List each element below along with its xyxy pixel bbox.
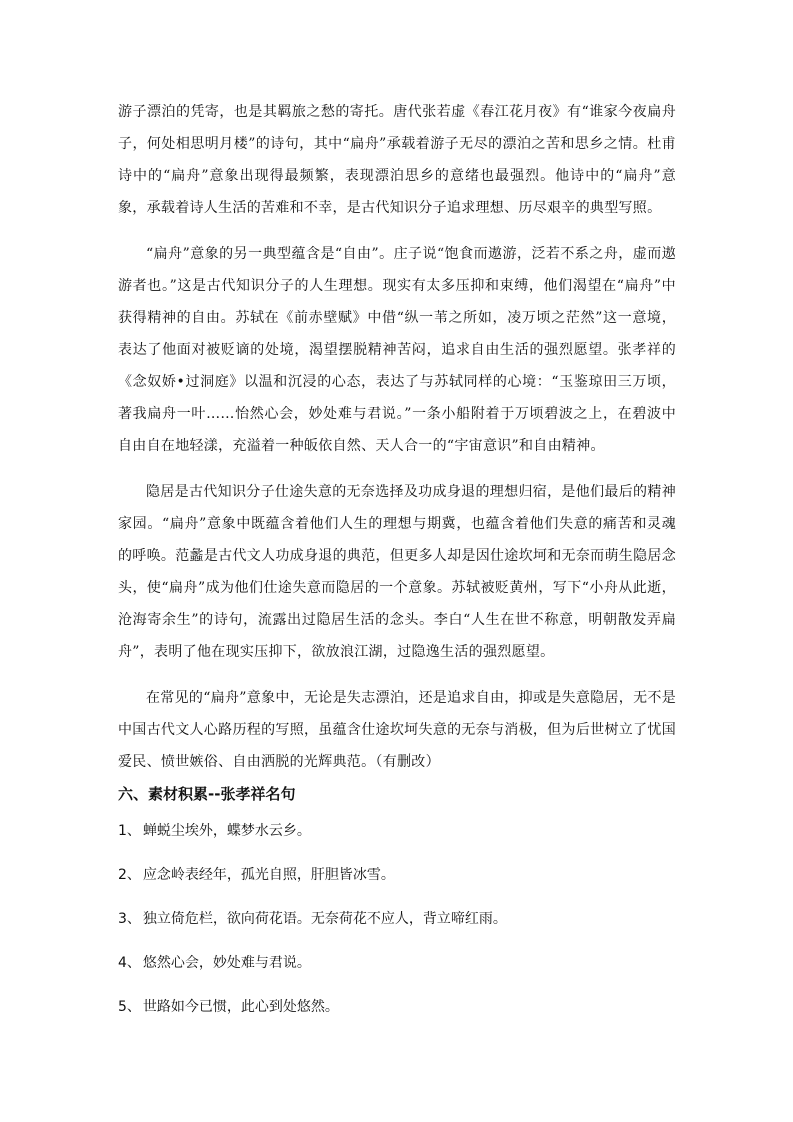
item-text: 蝉蜕尘埃外，蝶梦水云乡。 [142, 823, 311, 839]
paragraph-2: “扁舟”意象的另一典型蕴含是“自由”。庄子说“饱食而遨游，泛若不系之舟，虚而遨游者也。”这是古代知识分子的人生理想。现实有太多压抑和束缚，他们渴望在“扁舟”中获得精神的自由。苏轼在《前赤壁赋》中借“纵一苇之所如，凌万顷之茫然”这一意境，表达了他面对被贬谪的处境，渴望摆脱精神苦闷，追求自由生活的强烈愿望。张孝祥的《念奴娇•过洞庭》以温和沉浸的心态，表达了与苏轼同样的心境：“玉鉴琼田三万顷，著我扁舟一叶……怡然心会，妙处难与君说。”一条小船附着于万顷碧波之上，在碧波中自由自在地轻漾，充溢着一种皈依自然、天人合一的“宇宙意识”和自由精神。 [118, 246, 676, 454]
item-number: 4、 [118, 955, 141, 971]
document-body [118, 96, 676, 1040]
list-item [118, 996, 676, 1040]
list-item [118, 820, 676, 864]
item-text: 应念岭表经年，孤光自照，肝胆皆冰雪。 [142, 867, 395, 883]
item-text: 独立倚危栏，欲向荷花语。无奈荷花不应人，背立啼红雨。 [142, 911, 507, 927]
quote-list [118, 820, 676, 1040]
section-heading: 六、素材积累--张孝祥名句 [118, 785, 296, 803]
paragraph-1: 游子漂泊的凭寄，也是其羁旅之愁的寄托。唐代张若虚《春江花月夜》有“谁家今夜扁舟子，何处相思明月楼”的诗句，其中“扁舟”承载着游子无尽的漂泊之苦和思乡之情。杜甫诗中的“扁舟”意象出现得最频繁，表现漂泊思乡的意绪也最强烈。他诗中的“扁舟”意象，承载着诗人生活的苦难和不幸，是古代知识分子追求理想、历尽艰辛的典型写照。 [118, 104, 676, 216]
item-text: 世路如今已惯，此心到处悠然。 [142, 999, 339, 1015]
item-number: 2、 [118, 867, 141, 883]
list-item [118, 952, 676, 996]
paragraph-3: 隐居是古代知识分子仕途失意的无奈选择及功成身退的理想归宿，是他们最后的精神家园。“扁舟”意象中既蕴含着他们人生的理想与期冀，也蕴含着他们失意的痛苦和灵魂的呼唤。范蠡是古代文人功成身退的典范，但更多人却是因仕途坎坷和无奈而萌生隐居念头，使“扁舟”成为他们仕途失意而隐居的一个意象。苏轼被贬黄州，写下“小舟从此逝，沧海寄余生”的诗句，流露出过隐居生活的念头。李白“人生在世不称意，明朝散发弄扁舟”，表明了他在现实压抑下，欲放浪江湖，过隐逸生活的强烈愿望。 [118, 484, 676, 660]
item-number: 5、 [118, 999, 141, 1015]
list-item [118, 864, 676, 908]
paragraph-4: 在常见的“扁舟”意象中，无论是失志漂泊，还是追求自由，抑或是失意隐居，无不是中国古代文人心路历程的写照，虽蕴含仕途坎坷失意的无奈与消极，但为后世树立了忧国爱民、愤世嫉俗、自由洒脱的光辉典范。（有删改） [118, 690, 676, 770]
item-number: 1、 [118, 823, 141, 839]
item-number: 3、 [118, 911, 141, 927]
list-item [118, 908, 676, 952]
item-text: 悠然心会，妙处难与君说。 [142, 955, 311, 971]
